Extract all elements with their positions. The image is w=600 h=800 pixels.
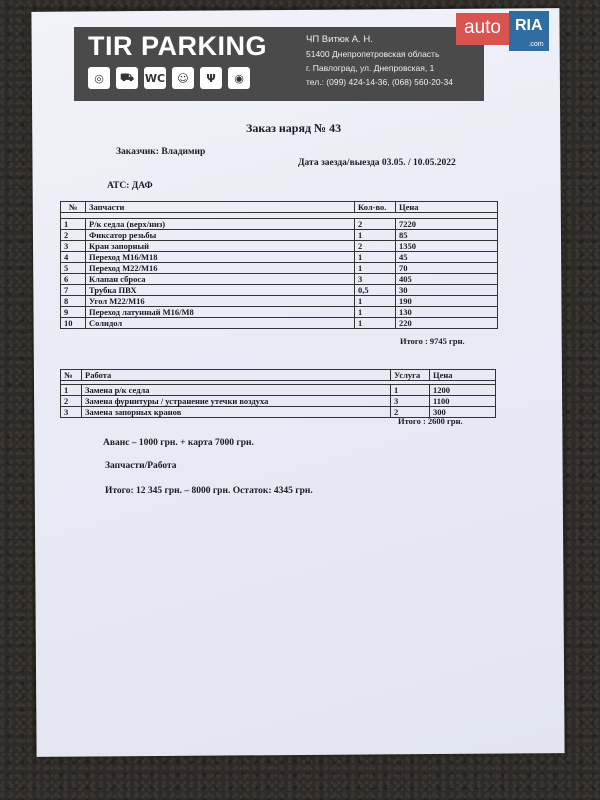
work-header-row: [61, 370, 496, 381]
watermark-domain: .com: [528, 41, 544, 48]
car-wash-icon: ⛟: [116, 67, 138, 89]
watermark-ria: [509, 11, 549, 51]
company-contact: [306, 33, 453, 89]
parts-price: 70: [396, 263, 498, 274]
phone-numbers: тел.: (099) 424-14-36, (068) 560-20-34: [306, 77, 453, 87]
work-name: Замена запорных кранов: [82, 407, 391, 418]
parts-num: 7: [61, 285, 86, 296]
work-service: 2: [391, 407, 430, 418]
advance-line: Аванс – 1000 грн. + карта 7000 грн.: [103, 438, 254, 448]
parts-qty: 1: [355, 263, 396, 274]
parts-price: 30: [396, 285, 498, 296]
service-icons: [88, 67, 250, 89]
parts-qty: 0,5: [355, 285, 396, 296]
parts-name: Переход М16/М18: [86, 252, 355, 263]
wc-icon: WC: [144, 67, 166, 89]
work-price: 1100: [430, 396, 496, 407]
parts-header-num: №: [61, 202, 86, 213]
parts-num: 3: [61, 241, 86, 252]
parts-price: 220: [396, 318, 498, 329]
company-logo-text: TIR PARKING: [88, 31, 267, 61]
work-service: 1: [391, 385, 430, 396]
work-price: 1200: [430, 385, 496, 396]
address-line-2: г. Павлоград, ул. Днепровская, 1: [306, 63, 435, 73]
parts-name: Р/к седла (верх/низ): [86, 219, 355, 230]
work-service: 3: [391, 396, 430, 407]
parts-price: 1350: [396, 241, 498, 252]
customer-line: Заказчик: Владимир: [116, 147, 206, 157]
table-row: [61, 385, 496, 396]
table-row: [61, 263, 498, 274]
autoria-watermark: [456, 13, 549, 53]
order-title: Заказ наряд № 43: [246, 121, 342, 135]
table-row: [61, 296, 498, 307]
table-row: [61, 396, 496, 407]
final-total: Итого: 12 345 грн. – 8000 грн. Остаток: 4345 грн.: [105, 486, 313, 496]
table-row: [61, 318, 498, 329]
parts-name: Клапан сброса: [86, 274, 355, 285]
parts-header-price: Цена: [396, 202, 498, 213]
work-total: Итого : 2600 грн.: [398, 416, 463, 426]
table-row: [61, 285, 498, 296]
dates-line: Дата заезда/выезда 03.05. / 10.05.2022: [298, 158, 456, 168]
parts-num: 10: [61, 318, 86, 329]
parts-price: 85: [396, 230, 498, 241]
table-row: [61, 230, 498, 241]
address-line-1: 51400 Днепропетровская область: [306, 49, 440, 59]
work-num: 1: [61, 385, 82, 396]
food-icon: ☺: [172, 67, 194, 89]
parts-price: 405: [396, 274, 498, 285]
parts-header-qty: Кол-во.: [355, 202, 396, 213]
parts-price: 190: [396, 296, 498, 307]
parts-header-row: [61, 202, 498, 213]
parts-qty: 2: [355, 241, 396, 252]
table-row: [61, 241, 498, 252]
watermark-auto: auto: [456, 13, 509, 45]
work-table: [60, 369, 496, 418]
parts-table: [60, 201, 498, 329]
parts-name: Фиксатор резьбы: [86, 230, 355, 241]
parts-qty: 1: [355, 307, 396, 318]
parts-qty: 1: [355, 252, 396, 263]
parts-price: 130: [396, 307, 498, 318]
owner-name: ЧП Витюк А. Н.: [306, 34, 373, 45]
parts-qty: 3: [355, 274, 396, 285]
work-num: 3: [61, 407, 82, 418]
parts-header-name: Запчасти: [86, 202, 355, 213]
parts-qty: 1: [355, 230, 396, 241]
tire-icon: ◎: [88, 67, 110, 89]
work-header-name: Работа: [82, 370, 391, 381]
parts-num: 8: [61, 296, 86, 307]
parts-num: 4: [61, 252, 86, 263]
parts-qty: 1: [355, 296, 396, 307]
parts-name: Угол М22/М16: [86, 296, 355, 307]
parts-num: 5: [61, 263, 86, 274]
table-row: [61, 252, 498, 263]
watermark-ria-text: RIA: [514, 17, 543, 34]
parts-name: Переход М22/М16: [86, 263, 355, 274]
work-header-num: №: [61, 370, 82, 381]
wifi-icon: ◉: [228, 67, 250, 89]
vehicle-line: АТС: ДАФ: [107, 181, 153, 191]
parts-num: 9: [61, 307, 86, 318]
work-name: Замена фурнитуры / устранение утечки воздуха: [82, 396, 391, 407]
parts-work-label: Запчасти/Работа: [105, 461, 177, 471]
parts-qty: 1: [355, 318, 396, 329]
parts-num: 2: [61, 230, 86, 241]
parts-price: 45: [396, 252, 498, 263]
parts-qty: 2: [355, 219, 396, 230]
work-header-service: Услуга: [391, 370, 430, 381]
letterhead: [74, 27, 484, 101]
parts-num: 6: [61, 274, 86, 285]
parts-name: Переход латунный М16/М8: [86, 307, 355, 318]
work-price: 300: [430, 407, 496, 418]
table-row: [61, 219, 498, 230]
parts-name: Кран запорный: [86, 241, 355, 252]
parts-total: Итого : 9745 грн.: [400, 336, 465, 346]
parts-name: Трубка ПВХ: [86, 285, 355, 296]
table-row: [61, 274, 498, 285]
work-num: 2: [61, 396, 82, 407]
work-name: Замена р/к седла: [82, 385, 391, 396]
parts-price: 7220: [396, 219, 498, 230]
work-header-price: Цена: [430, 370, 496, 381]
parts-num: 1: [61, 219, 86, 230]
table-row: [61, 307, 498, 318]
cafe-icon: Ψ: [200, 67, 222, 89]
parts-name: Солидол: [86, 318, 355, 329]
